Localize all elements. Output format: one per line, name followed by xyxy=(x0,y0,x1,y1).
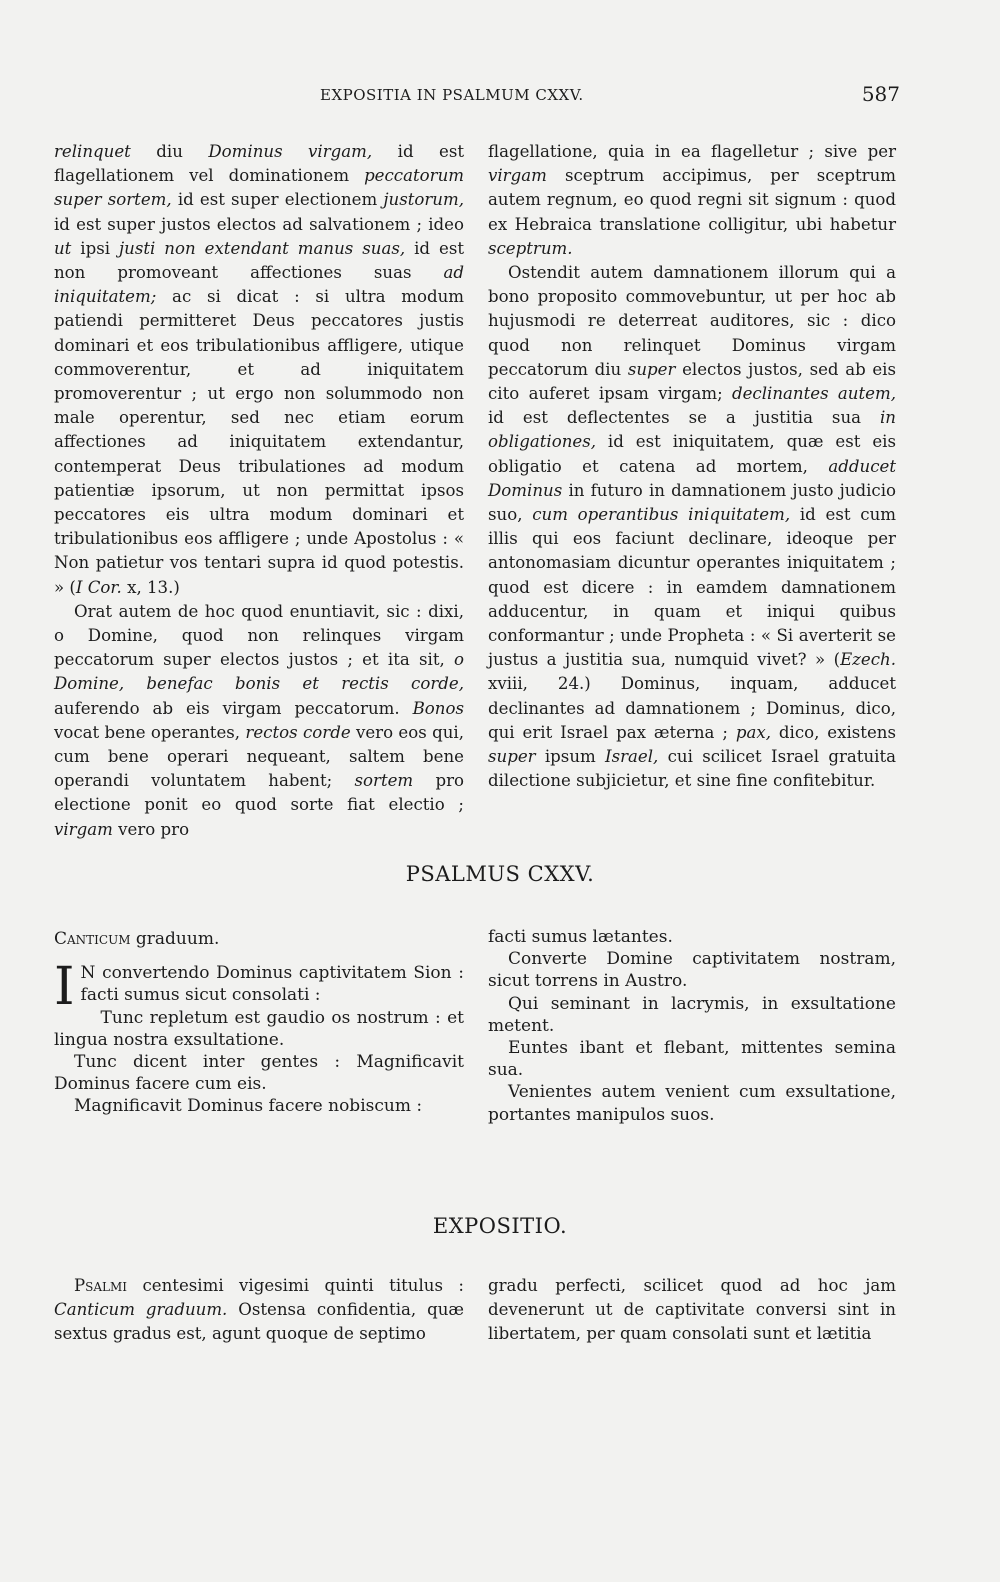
psalm-verse: I N convertendo Dominus captivitatem Sion : facti sumus sicut consolati : xyxy=(54,957,464,1018)
commentary-paragraph: relinquet diu Dominus virgam, id est flagellationem vel dominationem peccatorum super sortem, id est super electionem justorum, id est super justos electos ad salvationem ; ideo ut ipsi justi non extendant manus suas, id est non promoveant affectiones suas ad iniquitatem; ac si dicat : si ultra modum patiendi permitteret Deus peccatores justis dominari et eos tribulationibus affligere, utique commoverentur, et ad iniquitatem promoverentur ; ut ergo non solummodo non male operentur, sed nec etiam eorum affectiones ad iniquitatem extendantur, contemperat Deus tribulationes ad modum patientiæ ipsorum, ut non permittat ipsos peccatores eis ultra modum dominari et tribulationibus eos affligere ; unde Apostolus : « Non patietur vos tentari supra id quod potestis. » (I Cor. x, 13.) xyxy=(54,142,465,597)
psalm-text-left xyxy=(54,928,464,1118)
commentary-paragraph: Psalmi centesimi vigesimi quinti titulus : Canticum graduum. Ostensa confidentia, quæ sextus gradus est, agunt quoque de septimo xyxy=(54,1276,464,1344)
running-title: EXPOSITIA IN PSALMUM CXXV. xyxy=(320,86,584,104)
expositio-title: EXPOSITIO. xyxy=(432,1214,568,1238)
commentary-paragraph: Ostendit autem damnationem illorum qui a bono proposito commovebuntur, ut per hoc ab hujusmodi re deterreat auditores, sic : dico quod non relinquet Dominus virgam peccatorum diu super electos justos, sed ab eis cito auferet ipsam virgam; declinantes autem, id est deflectentes se a justitia sua in obligationes, id est iniquitatem, quæ est eis obligatio et catena ad mortem, adducet Dominus in futuro in damnationem justo judicio suo, cum operantibus iniquitatem, id est cum illis qui eos faciunt declinare, ideoque per antonomasiam dicuntur operantes iniquitatem ; quod est dicere : in eamdem damnationem adducentur, in quam et iniqui quibus conformantur ; unde Propheta : « Si averterit se justus a justitia sua, numquid vivet? » (Ezech. xviii, 24.) Dominus, inquam, adducet declinantes ad damnationem ; Dominus, dico, qui erit Israel pax æterna ; pax, dico, existens super ipsum Israel, cui scilicet Israel gratuita dilectione subjicietur, et sine fine confitebitur. xyxy=(488,263,897,791)
psalm-verse: Tunc dicent inter gentes : Magnificavit Dominus facere cum eis. xyxy=(54,1052,464,1095)
right-column-top xyxy=(488,140,896,793)
drop-cap: I xyxy=(54,957,75,1018)
psalm-verse: Tunc repletum est gaudio os nostrum : et lingua nostra exsultatione. xyxy=(54,1007,464,1050)
psalm-superscription: Canticum graduum. xyxy=(54,929,220,949)
psalm-verse: Venientes autem venient cum exsultatione, portantes manipulos suos. xyxy=(488,1082,896,1125)
left-column-top xyxy=(54,140,464,842)
commentary-paragraph: Orat autem de hoc quod enuntiavit, sic : dixi, o Domine, quod non relinques virgam peccatorum super electos justos ; et ita sit, o Domine, benefac bonis et rectis corde, auferendo ab eis virgam peccatorum. Bonos vocat bene operantes, rectos corde vero eos qui, cum bene operari nequeant, saltem bene operandi voluntatem habent; sortem pro electione ponit eo quod sorte fiat electio ; virgam vero pro xyxy=(54,601,464,839)
psalm-verse: Magnificavit Dominus facere nobiscum : xyxy=(74,1096,423,1117)
psalm-text-right xyxy=(488,926,896,1126)
left-column-bottom xyxy=(54,1274,464,1347)
running-head xyxy=(0,82,1000,110)
psalm-verse: Qui seminant in lacrymis, in exsultatione metent. xyxy=(488,993,896,1036)
right-column-bottom xyxy=(488,1274,896,1347)
commentary-paragraph: flagellatione, quia in ea flagelletur ; sive per virgam sceptrum accipimus, per sceptrum autem regnum, eo quod regni sit signum : quod ex Hebraica translatione colligitur, ubi habetur sceptrum. xyxy=(488,142,896,258)
psalm-verse: facti sumus lætantes. xyxy=(488,927,673,947)
page-number: 587 xyxy=(861,82,900,106)
commentary-paragraph: gradu perfecti, scilicet quod ad hoc jam devenerunt ut de captivitate conversi sint in libertatem, per quam consolati sunt et lætitia xyxy=(488,1276,896,1344)
psalm-verse: Euntes ibant et flebant, mittentes semina sua. xyxy=(488,1038,896,1081)
psalm-title: PSALMUS CXXV. xyxy=(405,862,595,886)
psalm-verse: Converte Domine captivitatem nostram, sicut torrens in Austro. xyxy=(488,949,896,992)
